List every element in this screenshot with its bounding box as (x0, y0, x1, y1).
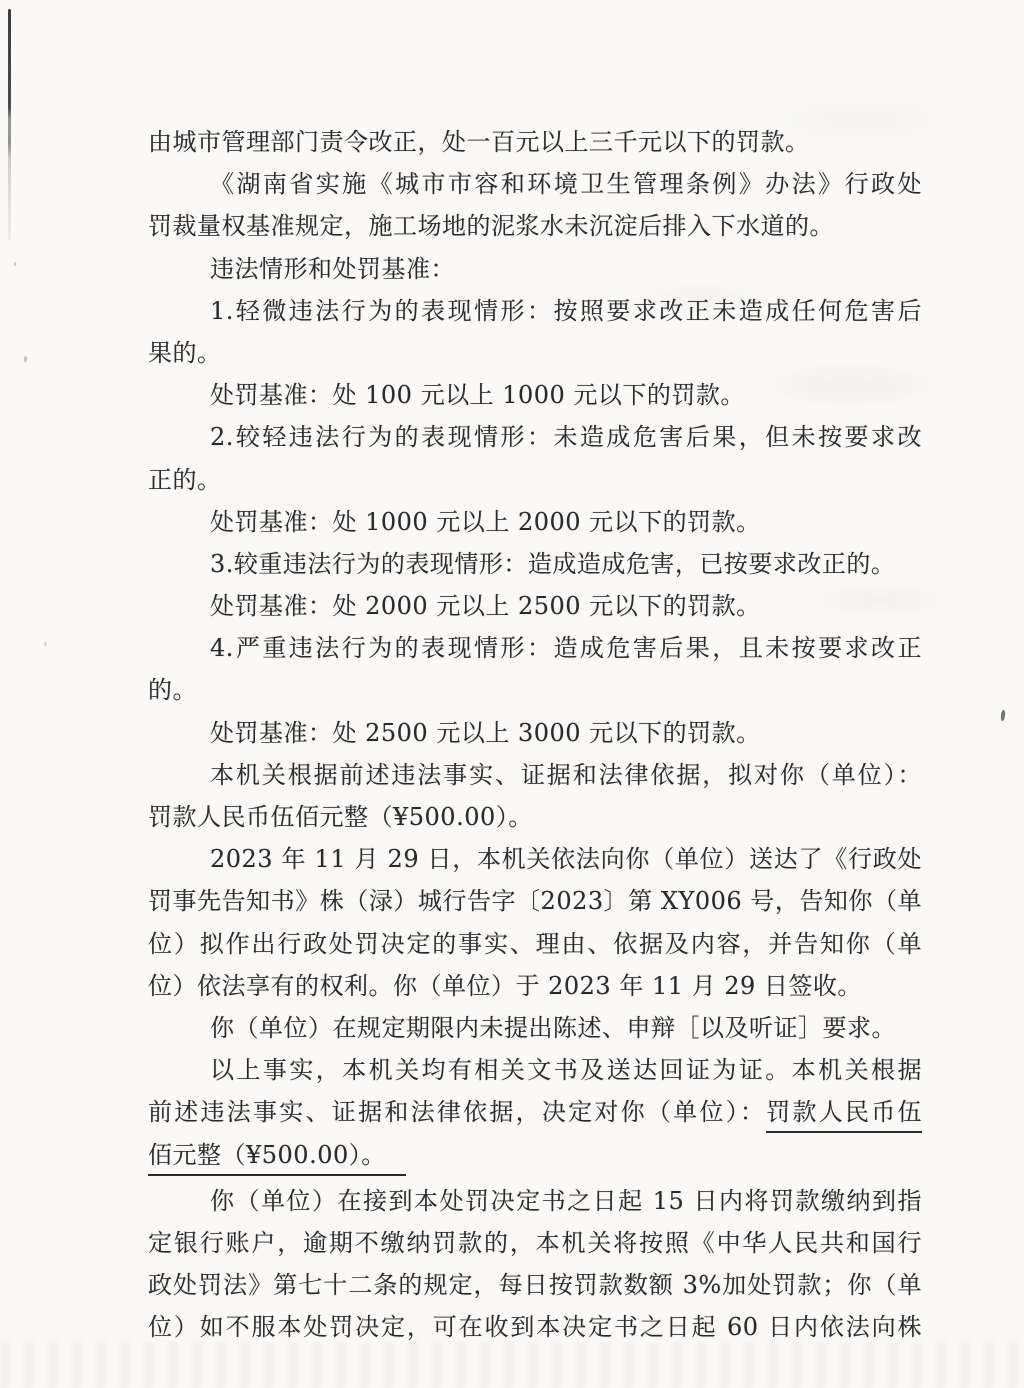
text-line (148, 1091, 922, 1133)
underlined-penalty-amount: 佰元整（¥500.00）。 (148, 1141, 406, 1176)
text-run: 本机关根据前述违法事实、证据和法律依据，拟对你（单位）： (210, 760, 922, 789)
text-line (148, 543, 922, 585)
text-line (148, 838, 922, 880)
text-line (148, 754, 922, 796)
text-run: 1.轻微违法行为的表现情形：按照要求改正未造成任何危害后 (210, 296, 922, 325)
text-line (148, 248, 922, 290)
text-run: 2.较轻违法行为的表现情形：未造成危害后果，但未按要求改 (210, 423, 922, 452)
text-run: 你（单位）在接到本处罚决定书之日起 15 日内将罚款缴纳到指 (210, 1186, 922, 1215)
text-line (148, 374, 922, 416)
text-run: 正的。 (148, 465, 222, 494)
text-run: 的。 (148, 676, 197, 705)
text-line (148, 416, 922, 458)
text-line (148, 1180, 922, 1222)
text-run: 由城市管理部门责令改正，处一百元以上三千元以下的罚款。 (148, 128, 810, 156)
text-line (148, 965, 922, 1007)
text-run: 处罚基准：处 1000 元以上 2000 元以下的罚款。 (210, 507, 761, 536)
text-line (148, 585, 922, 627)
text-run: 政处罚法》第七十二条的规定，每日按罚款数额 3%加处罚款；你（单 (148, 1271, 922, 1300)
text-run: 定银行账户，逾期不缴纳罚款的，本机关将按照《中华人民共和国行 (148, 1228, 922, 1257)
text-run: 3.较重违法行为的表现情形：造成造成危害，已按要求改正的。 (210, 549, 896, 578)
text-line (148, 1134, 922, 1176)
text-line (148, 880, 922, 922)
text-line (148, 1049, 922, 1091)
text-run: 违法情形和处罚基准： (210, 254, 455, 283)
text-run: 罚款人民币伍佰元整（¥500.00）。 (148, 803, 533, 831)
underlined-penalty-amount: 罚款人民币伍 (766, 1098, 922, 1133)
text-run: 以上事实，本机关均有相关文书及送达回证为证。本机关根据 (210, 1056, 922, 1085)
text-run: 罚事先告知书》株（渌）城行告字〔2023〕第 XY006 号，告知你（单 (148, 887, 922, 916)
text-line (148, 669, 922, 711)
text-run: 罚裁量权基准规定，施工场地的泥浆水未沉淀后排入下水道的。 (148, 212, 834, 241)
page-bottom-ghosting-artifact (0, 1342, 1024, 1388)
text-run: 位）拟作出行政处罚决定的事实、理由、依据及内容，并告知你（单 (148, 929, 922, 958)
text-line (148, 796, 922, 838)
text-line (148, 205, 922, 247)
text-line (148, 290, 922, 332)
text-line (148, 1222, 922, 1264)
text-run: 位）如不服本处罚决定，可在收到本决定书之日起 60 日内依法向株 (148, 1313, 922, 1342)
text-line (148, 459, 922, 501)
text-line (148, 121, 922, 163)
text-run: 果的。 (148, 338, 222, 367)
text-line (148, 1264, 922, 1306)
text-line (148, 163, 922, 205)
text-run: 处罚基准：处 100 元以上 1000 元以下的罚款。 (210, 381, 745, 410)
text-run: 位）依法享有的权利。你（单位）于 2023 年 11 月 29 日签收。 (148, 971, 862, 1000)
text-line (148, 627, 922, 669)
text-run: 2023 年 11 月 29 日，本机关依法向你（单位）送达了《行政处 (210, 845, 922, 874)
text-run: 处罚基准：处 2000 元以上 2500 元以下的罚款。 (210, 592, 761, 621)
text-run: 《湖南省实施《城市市容和环境卫生管理条例》办法》行政处 (210, 170, 922, 199)
text-line (148, 1007, 922, 1049)
text-run: 你（单位）在规定期限内未提出陈述、申辩［以及听证］要求。 (210, 1013, 896, 1042)
text-line (148, 923, 922, 965)
text-run: 处罚基准：处 2500 元以上 3000 元以下的罚款。 (210, 718, 761, 747)
text-run: 4.严重违法行为的表现情形：造成危害后果，且未按要求改正 (210, 634, 922, 663)
text-line (148, 332, 922, 374)
text-run: 前述违法事实、证据和法律依据，决定对你（单位）： (148, 1098, 767, 1127)
text-line (148, 501, 922, 543)
text-line (148, 712, 922, 754)
